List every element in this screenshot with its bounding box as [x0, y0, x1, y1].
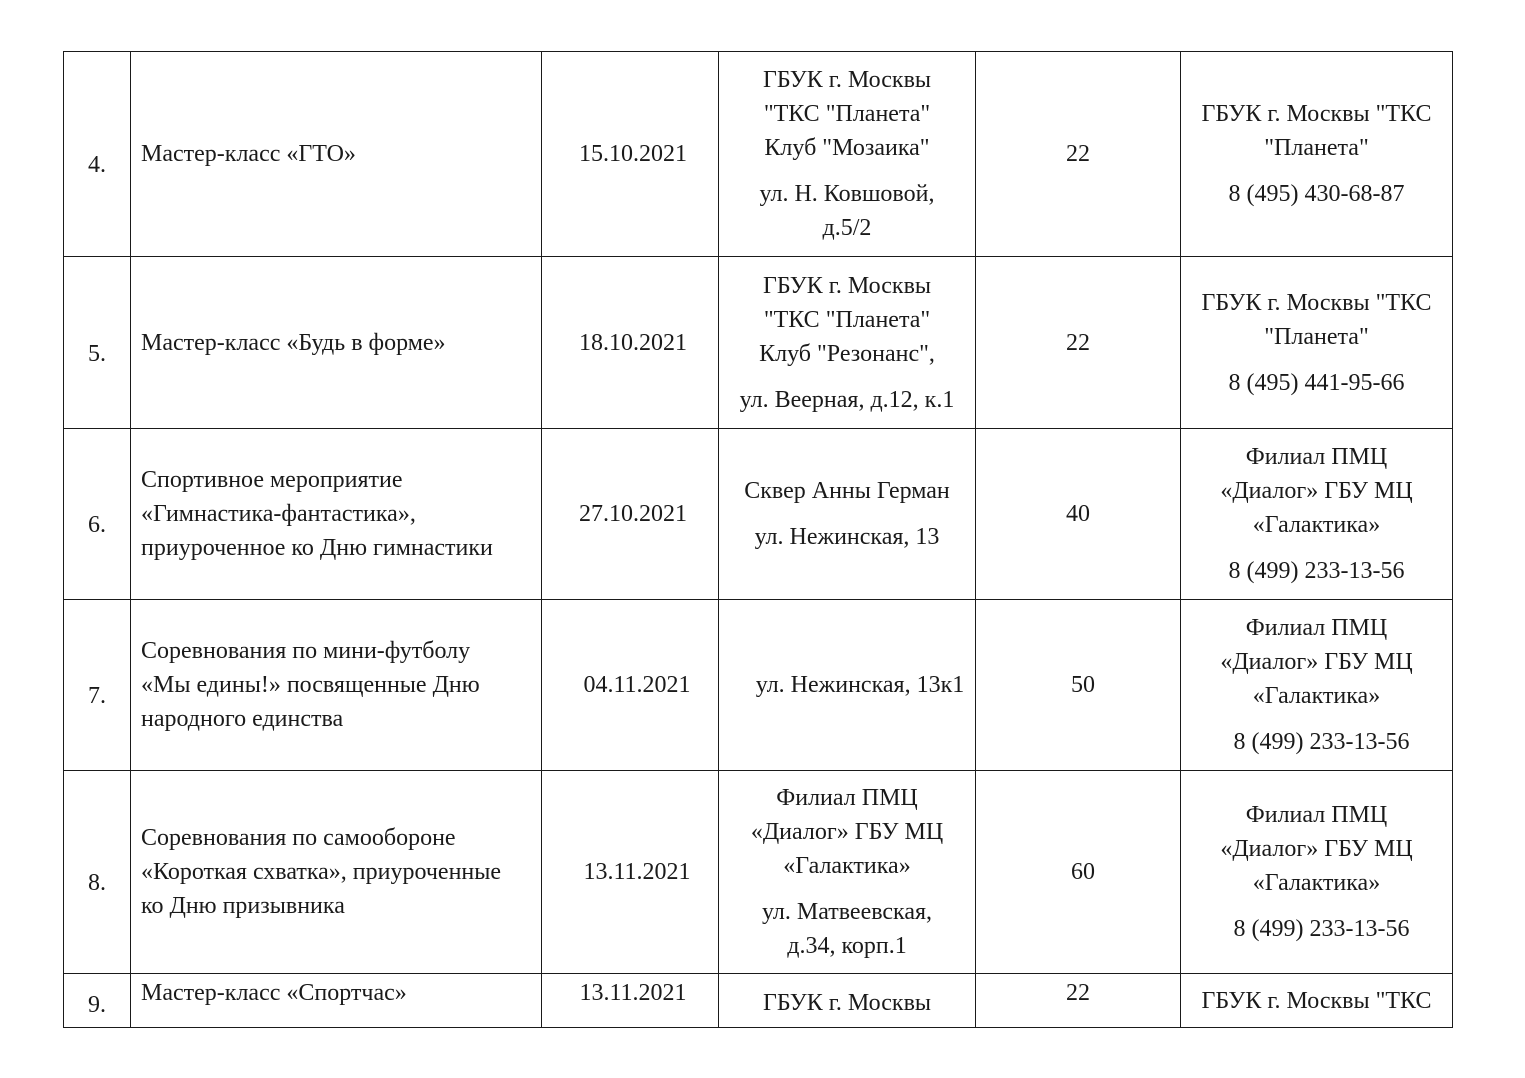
event-name-cell	[131, 771, 542, 974]
row-number-cell	[64, 600, 131, 771]
participants-count: 40	[1066, 501, 1090, 527]
organizer-phone: 8 (499) 233-13-56	[1233, 916, 1410, 942]
event-name-cell	[131, 429, 542, 600]
row-number: 5.	[88, 340, 106, 367]
place-line: Филиал ПМЦ	[776, 785, 918, 811]
row-number-cell	[64, 52, 131, 257]
event-date: 04.11.2021	[583, 672, 691, 698]
organizer-line: «Диалог» ГБУ МЦ	[1220, 649, 1413, 675]
event-place-cell	[719, 771, 976, 974]
event-place-cell	[719, 52, 976, 257]
organizer-cell	[1181, 974, 1453, 1028]
event-name-line: Соревнования по самообороне	[141, 825, 456, 851]
place-line: «Диалог» ГБУ МЦ	[750, 819, 944, 845]
organizer-line: «Галактика»	[1252, 870, 1381, 896]
organizer-line: Филиал ПМЦ	[1245, 615, 1388, 641]
place-line: "ТКС "Планета"	[763, 306, 931, 333]
organizer-line: Филиал ПМЦ	[1245, 444, 1388, 470]
participants-cell	[976, 974, 1181, 1028]
organizer-line: ГБУК г. Москвы "ТКС	[1201, 988, 1432, 1014]
event-date: 27.10.2021	[579, 501, 687, 527]
organizer-phone: 8 (499) 233-13-56	[1233, 729, 1410, 755]
event-name-line: Мастер-класс «ГТО»	[141, 141, 356, 167]
organizer-cell	[1181, 771, 1453, 974]
place-line: Клуб "Резонанс",	[759, 340, 935, 367]
event-name-line: ко Дню призывника	[141, 893, 345, 919]
participants-cell	[976, 52, 1181, 257]
row-number-cell	[64, 771, 131, 974]
address-line: д.5/2	[822, 215, 872, 241]
table-row	[64, 257, 1453, 429]
event-name-line: Мастер-класс «Будь в форме»	[141, 329, 446, 356]
event-date: 13.11.2021	[583, 859, 691, 885]
row-number: 6.	[88, 512, 106, 538]
row-number: 9.	[88, 992, 106, 1018]
event-date: 15.10.2021	[579, 141, 687, 167]
organizer-line: Филиал ПМЦ	[1245, 802, 1388, 828]
organizer-cell	[1181, 429, 1453, 600]
organizer-line: «Диалог» ГБУ МЦ	[1220, 478, 1413, 504]
event-place-cell	[719, 600, 976, 771]
row-number: 4.	[88, 152, 106, 178]
row-number: 7.	[88, 683, 106, 709]
event-name-line: «Мы едины!» посвященные Дню	[141, 672, 480, 698]
organizer-line: «Диалог» ГБУ МЦ	[1220, 836, 1413, 862]
event-place-cell	[719, 974, 976, 1028]
address-line: ул. Н. Ковшовой,	[759, 181, 935, 207]
row-number-cell	[64, 257, 131, 429]
participants-count: 22	[1066, 329, 1090, 356]
place-line: "ТКС "Планета"	[763, 101, 931, 127]
organizer-phone: 8 (495) 430-68-87	[1228, 181, 1405, 207]
row-number-cell	[64, 429, 131, 600]
event-date: 13.11.2021	[579, 980, 687, 1006]
event-name-line: Спортивное мероприятие	[141, 467, 403, 493]
participants-count: 60	[1071, 859, 1095, 885]
table-row	[64, 600, 1453, 771]
organizer-line: "Планета"	[1264, 135, 1369, 161]
events-table	[63, 51, 1453, 1028]
organizer-line: «Галактика»	[1252, 512, 1381, 538]
event-date-cell	[542, 52, 719, 257]
organizer-cell	[1181, 52, 1453, 257]
table-row	[64, 429, 1453, 600]
event-date-cell	[542, 600, 719, 771]
address-line: ул. Нежинская, 13	[754, 524, 940, 550]
organizer-phone: 8 (499) 233-13-56	[1228, 558, 1405, 584]
place-line: Сквер Анны Герман	[744, 478, 950, 504]
place-line: Клуб "Мозаика"	[764, 135, 930, 161]
row-number: 8.	[88, 870, 106, 896]
participants-cell	[976, 429, 1181, 600]
table-row	[64, 52, 1453, 257]
place-line: ул. Нежинская, 13к1	[755, 672, 965, 698]
event-name-cell	[131, 600, 542, 771]
table-row	[64, 771, 1453, 974]
event-date-cell	[542, 429, 719, 600]
event-date-cell	[542, 257, 719, 429]
event-name-cell	[131, 974, 542, 1028]
place-line: ГБУК г. Москвы	[762, 272, 932, 299]
place-line: ГБУК г. Москвы	[762, 67, 932, 93]
participants-cell	[976, 600, 1181, 771]
event-name-cell	[131, 52, 542, 257]
organizer-line: ГБУК г. Москвы "ТКС	[1201, 289, 1432, 316]
participants-count: 22	[1066, 141, 1090, 167]
address-line: ул. Матвеевская,	[761, 899, 933, 925]
event-date-cell	[542, 771, 719, 974]
organizer-line: "Планета"	[1264, 323, 1369, 350]
event-name-line: Мастер-класс «Спортчас»	[141, 980, 407, 1006]
organizer-phone: 8 (495) 441-95-66	[1228, 369, 1405, 396]
participants-count: 50	[1071, 672, 1095, 698]
address-line: ул. Веерная, д.12, к.1	[739, 386, 955, 413]
organizer-cell	[1181, 600, 1453, 771]
event-date-cell	[542, 974, 719, 1028]
participants-cell	[976, 257, 1181, 429]
organizer-cell	[1181, 257, 1453, 429]
organizer-line: «Галактика»	[1252, 683, 1381, 709]
row-number-cell	[64, 974, 131, 1028]
event-name-line: народного единства	[141, 706, 344, 732]
event-name-line: «Гимнастика-фантастика»,	[141, 501, 416, 527]
participants-cell	[976, 771, 1181, 974]
event-date: 18.10.2021	[579, 329, 687, 356]
event-place-cell	[719, 257, 976, 429]
event-name-line: Соревнования по мини-футболу	[141, 638, 471, 664]
event-name-cell	[131, 257, 542, 429]
place-line: ГБУК г. Москвы	[762, 990, 932, 1016]
place-line: «Галактика»	[783, 853, 911, 879]
organizer-line: ГБУК г. Москвы "ТКС	[1201, 101, 1432, 127]
event-name-line: «Короткая схватка», приуроченные	[141, 859, 502, 885]
address-line: д.34, корп.1	[787, 933, 907, 959]
event-place-cell	[719, 429, 976, 600]
participants-count: 22	[1066, 980, 1090, 1006]
table-row	[64, 974, 1453, 1028]
event-name-line: приуроченное ко Дню гимнастики	[141, 535, 493, 561]
